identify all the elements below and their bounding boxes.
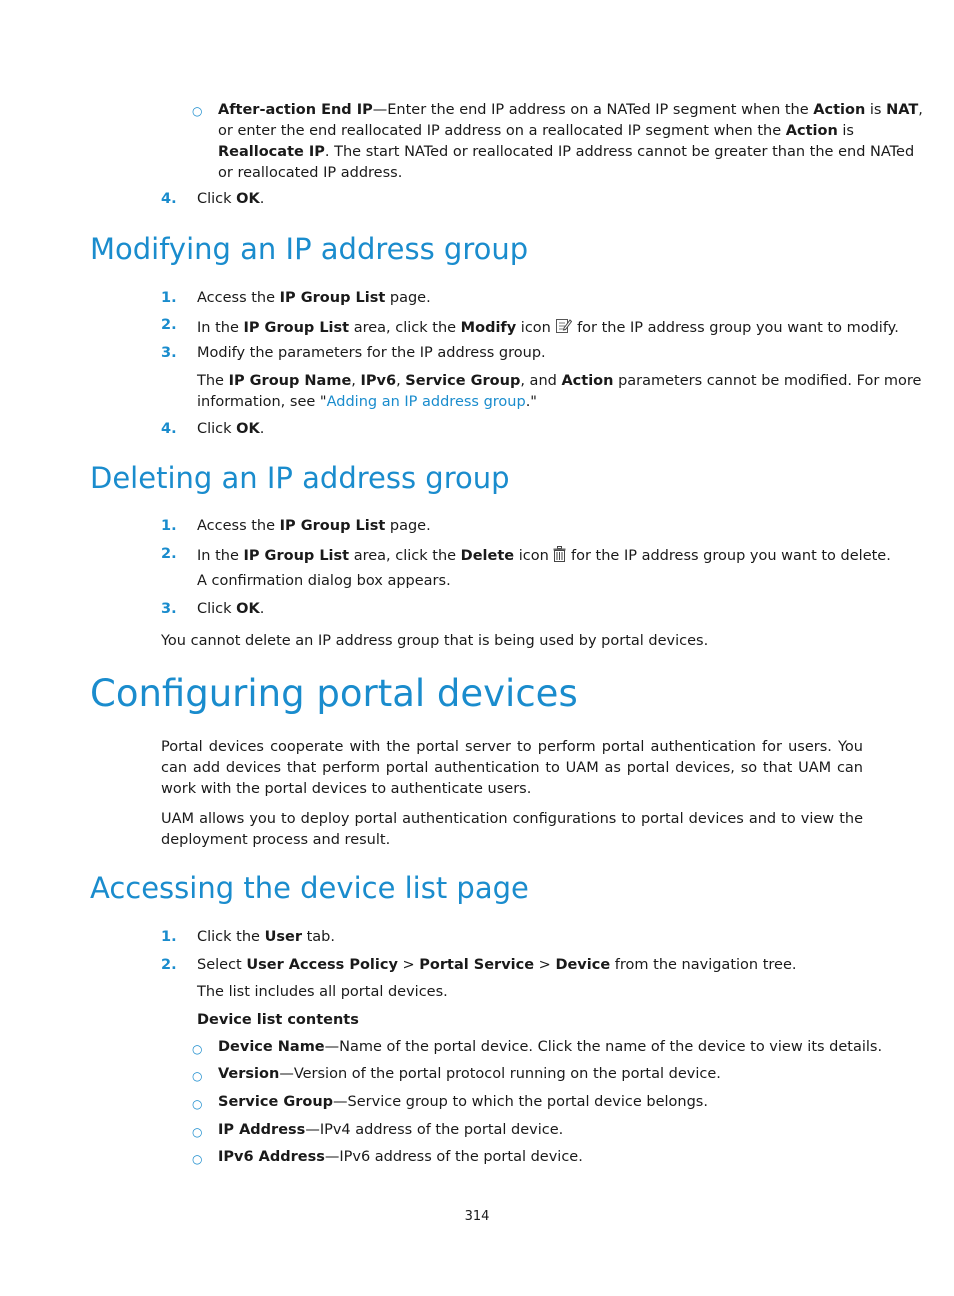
- modify-note: The IP Group Name, IPv6, Service Group, and Action parameters cannot be modified. For more information, see "Adding an IP address group.": [197, 373, 922, 410]
- bullet-marker: ○: [192, 1125, 203, 1139]
- device-list-contents-title: Device list contents: [197, 1012, 359, 1028]
- step-modify-params: Modify the parameters for the IP address group.: [197, 345, 546, 361]
- portal-intro-paragraph: Portal devices cooperate with the portal server to perform portal authentication for users. You can add devices that perform portal authentication to UAM as portal devices, so that UAM can work with the portal devices to authenticate users.: [161, 739, 863, 797]
- page-number: 314: [464, 1209, 490, 1224]
- list-item-version: Version—Version of the portal protocol running on the portal device.: [218, 1066, 721, 1082]
- step-click-user-tab: Click the User tab.: [197, 929, 335, 945]
- bullet-marker: ○: [192, 1097, 203, 1111]
- link-adding-ip-group[interactable]: Adding an IP address group: [326, 394, 526, 410]
- step-number: 2.: [161, 546, 177, 562]
- heading-modifying-ip-group: Modifying an IP address group: [90, 232, 529, 266]
- step-number: 2.: [161, 957, 177, 973]
- bullet-marker: ○: [192, 104, 203, 118]
- step-number: 4.: [161, 421, 177, 437]
- step-click-ok: Click OK.: [197, 421, 265, 437]
- after-action-end-ip-item: After-action End IP—Enter the end IP address on a NATed IP segment when the Action is NAT, or enter the end reallocated IP address on a reallocated IP segment when the Action is Reallocate IP. The start NATed or reallocated IP address cannot be greater than the end NATed or reallocated IP address.: [218, 102, 923, 181]
- list-item-device-name: Device Name—Name of the portal device. Click the name of the device to view its details.: [218, 1039, 883, 1055]
- list-item-ip-address: IP Address—IPv4 address of the portal device.: [218, 1122, 564, 1138]
- step-access-page: Access the IP Group List page.: [197, 518, 431, 534]
- step-click-modify: In the IP Group List area, click the Modify icon for the IP address group you want to modify.: [197, 317, 899, 338]
- modify-icon: [555, 317, 572, 338]
- step-number: 1.: [161, 290, 177, 306]
- confirmation-note: A confirmation dialog box appears.: [197, 573, 451, 589]
- step-select-navigation: Select User Access Policy > Portal Service > Device from the navigation tree.: [197, 957, 797, 973]
- step-number: 4.: [161, 191, 177, 207]
- heading-accessing-device-list: Accessing the device list page: [90, 871, 529, 905]
- step-number: 2.: [161, 317, 177, 333]
- step-number: 1.: [161, 929, 177, 945]
- step-click-delete: In the IP Group List area, click the Delete icon for the IP address group you want to delete.: [197, 548, 891, 564]
- list-item-service-group: Service Group—Service group to which the portal device belongs.: [218, 1094, 708, 1110]
- portal-deploy-paragraph: UAM allows you to deploy portal authentication configurations to portal devices and to view the deployment process and result.: [161, 811, 863, 848]
- list-item-ipv6-address: IPv6 Address—IPv6 address of the portal device.: [218, 1149, 583, 1165]
- trash-icon: [553, 546, 566, 566]
- list-note: The list includes all portal devices.: [197, 984, 448, 1000]
- heading-deleting-ip-group: Deleting an IP address group: [90, 461, 510, 495]
- bullet-marker: ○: [192, 1042, 203, 1056]
- bullet-marker: ○: [192, 1069, 203, 1083]
- step-number: 1.: [161, 518, 177, 534]
- heading-configuring-portal-devices: Configuring portal devices: [90, 672, 578, 715]
- step-access-page: Access the IP Group List page.: [197, 290, 431, 306]
- step-click-ok: Click OK.: [197, 601, 265, 617]
- step-click-ok: Click OK.: [197, 191, 265, 207]
- step-number: 3.: [161, 345, 177, 361]
- step-number: 3.: [161, 601, 177, 617]
- bullet-marker: ○: [192, 1152, 203, 1166]
- delete-restriction-note: You cannot delete an IP address group that is being used by portal devices.: [161, 633, 709, 649]
